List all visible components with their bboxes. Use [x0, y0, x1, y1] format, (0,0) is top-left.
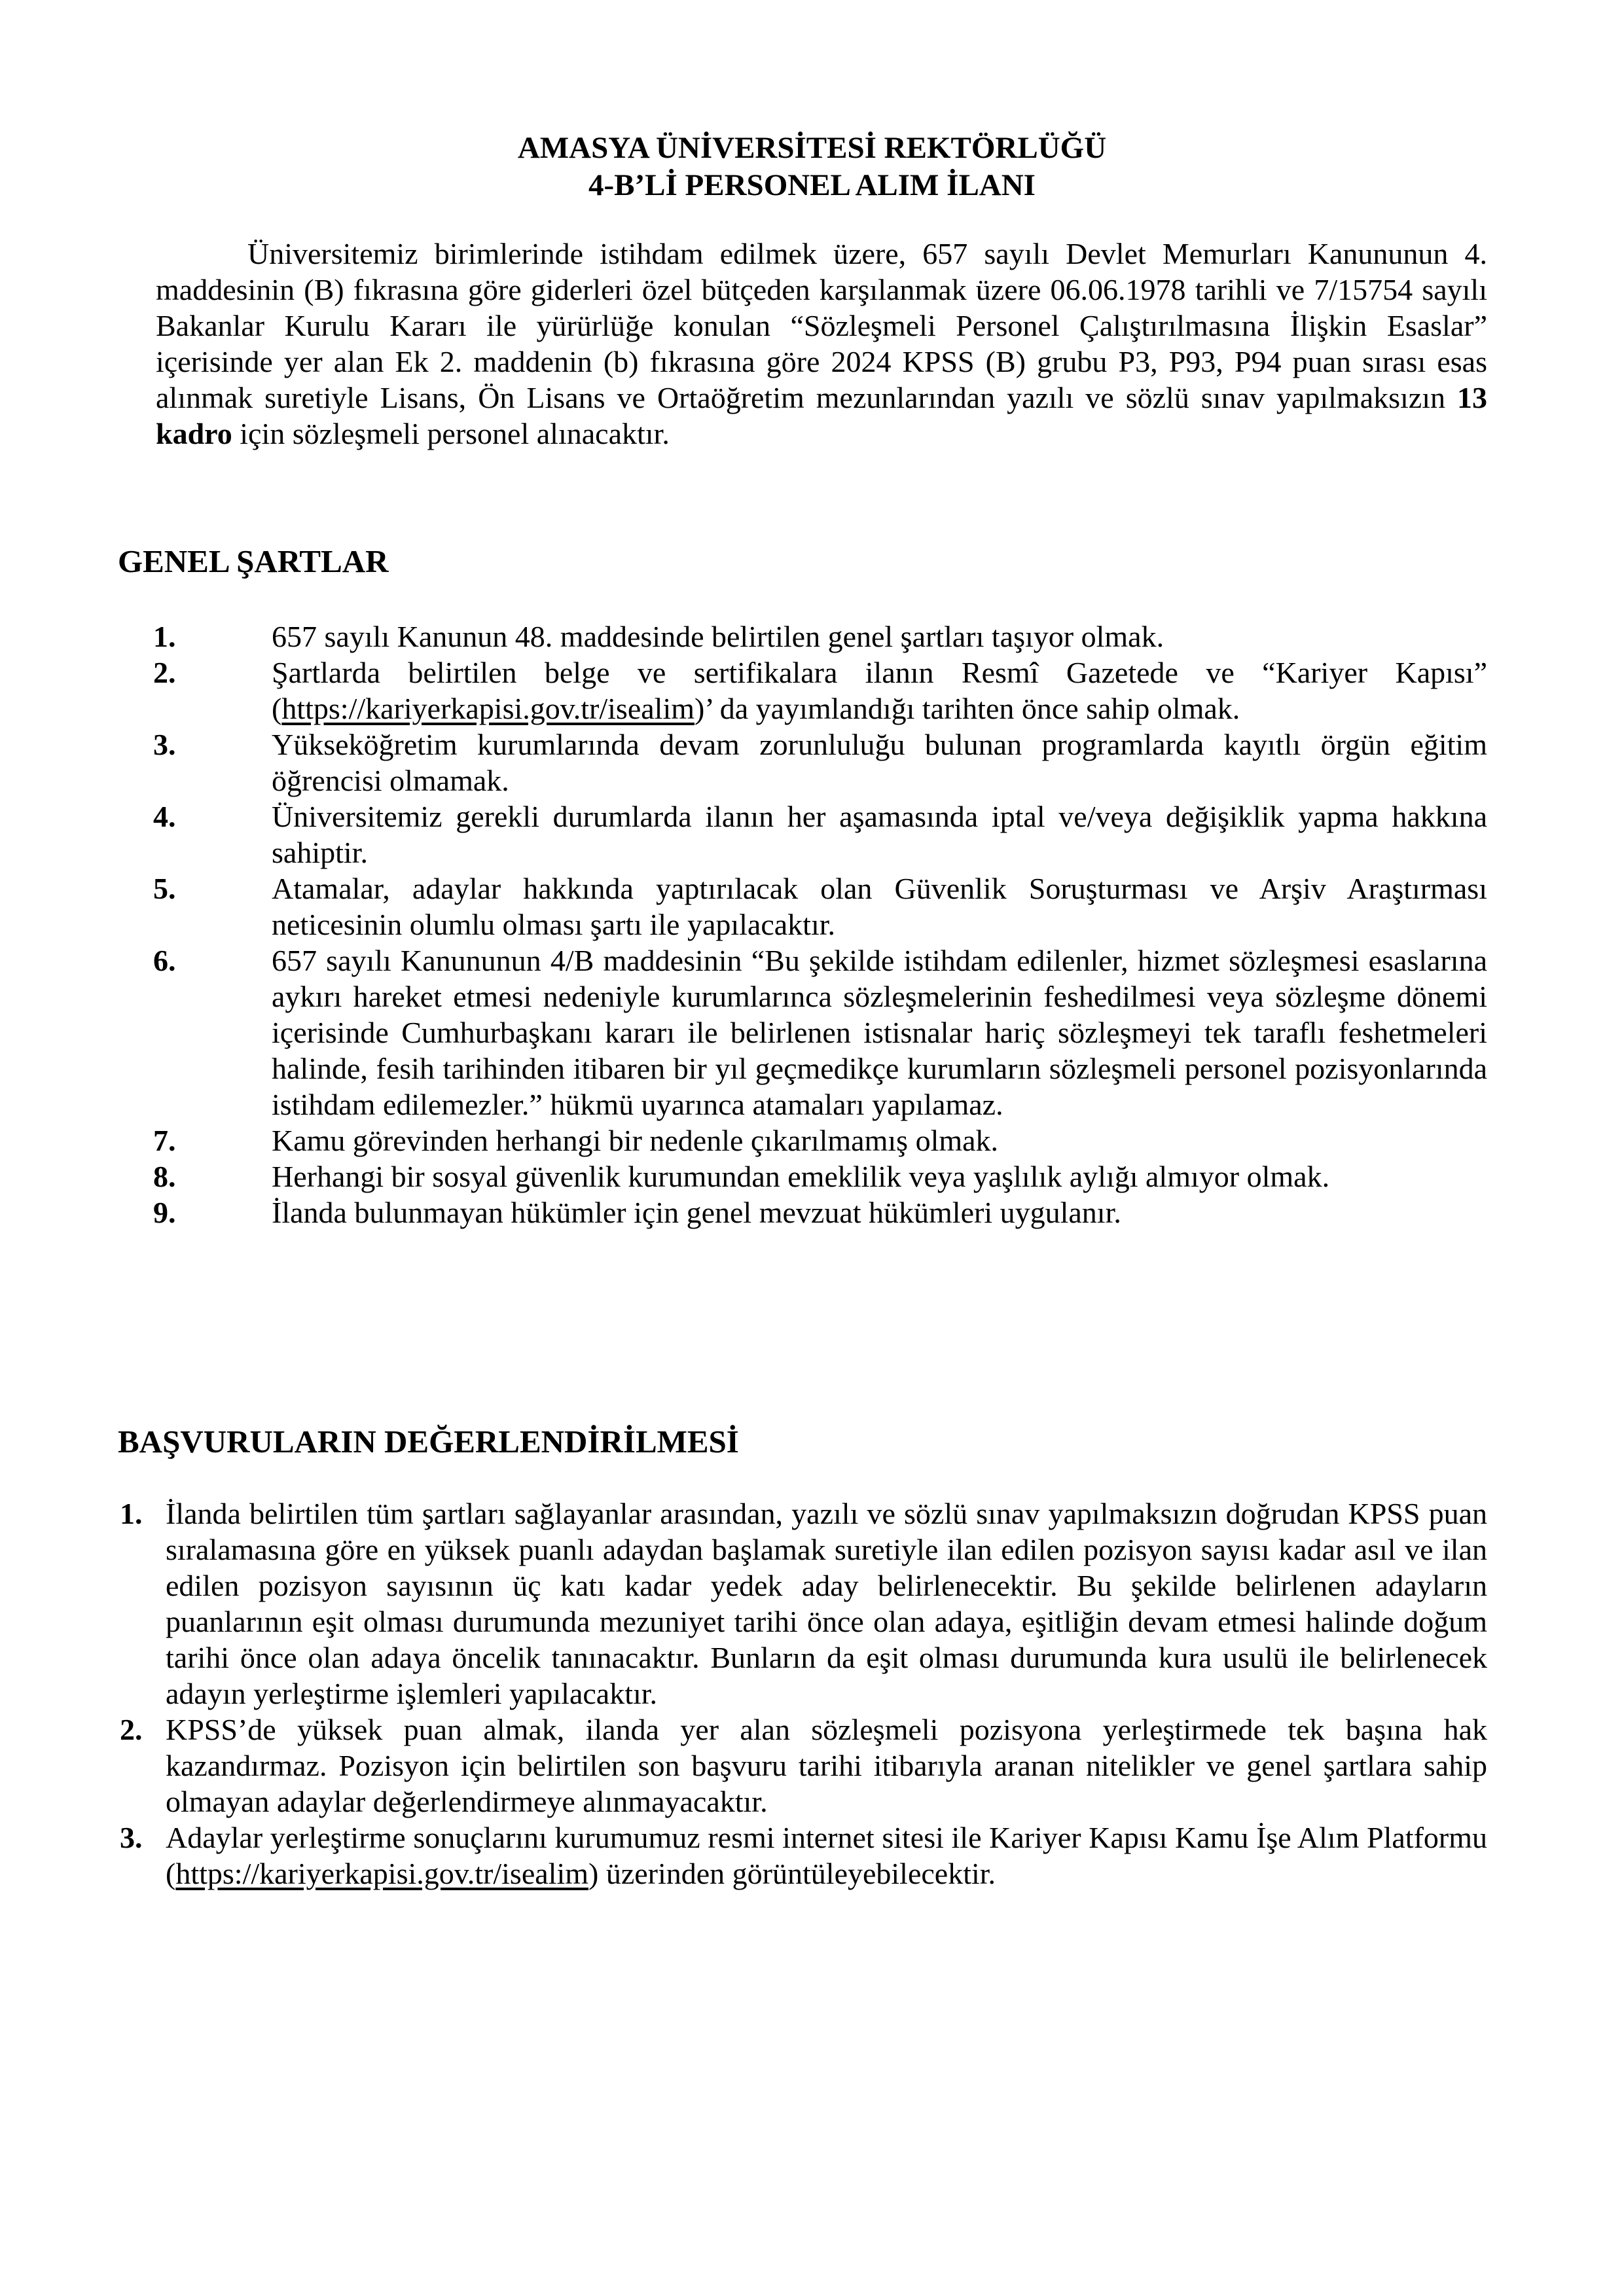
text-run: 657 sayılı Kanunun 48. maddesinde belirtilen genel şartları taşıyor olmak. — [272, 620, 1164, 653]
url-link[interactable]: https://kariyerkapisi.gov.tr/isealim — [175, 1857, 589, 1890]
list-item — [153, 1194, 1487, 1230]
item-text — [272, 655, 1487, 726]
list-item — [120, 1496, 1487, 1712]
item-number: 3. — [120, 1821, 143, 1854]
item-number: 6. — [153, 944, 176, 977]
url-link[interactable]: https://kariyerkapisi.gov.tr/isealim — [281, 692, 695, 725]
text-run: Kamu görevinden herhangi bir nedenle çıkarılmamış olmak. — [272, 1124, 999, 1157]
requirements-list — [153, 619, 1487, 1230]
item-number: 3. — [153, 728, 176, 761]
item-text — [166, 1496, 1487, 1712]
list-item — [153, 1158, 1487, 1194]
text-run: Atamalar, adaylar hakkında yaptırılacak olan Güvenlik Soruşturması ve Arşiv Araştırması neticesinin olumlu olması şartı ile yapılacaktır. — [272, 872, 1487, 941]
bold-text-run: 13 kadro — [156, 381, 1487, 450]
text-run: İlanda belirtilen tüm şartları sağlayanlar arasından, yazılı ve sözlü sınav yapılmaksızın doğrudan KPSS puan sıralamasına göre en yüksek puanlı adaydan başlamak suretiyle ilan edilen pozisyon sayısı kadar asıl ve ilan edilen pozisyon sayısının üç katı kadar yedek aday belirlenecektir. Bu şekilde belirlenen adayların puanlarının eşit olması durumunda mezuniyet tarihi önce olan adaya, eşitliğin devam etmesi halinde doğum tarihi önce olan adaya öncelik tanınacaktır. Bunların da eşit olması durumunda kura usulü ile belirlenecek adayın yerleştirme işlemleri yapılacaktır. — [166, 1497, 1487, 1710]
item-text — [272, 1194, 1487, 1230]
item-number: 5. — [153, 872, 176, 905]
doc-title — [0, 130, 1624, 204]
item-text — [272, 619, 1487, 655]
item-text — [272, 870, 1487, 942]
list-item — [120, 1712, 1487, 1820]
item-number: 2. — [153, 656, 176, 689]
text-run: Üniversitemiz gerekli durumlarda ilanın her aşamasında iptal ve/veya değişiklik yapma hakkına sahiptir. — [272, 800, 1487, 869]
text-run: ) üzerinden görüntüleyebilecektir. — [588, 1857, 996, 1890]
item-text — [166, 1820, 1487, 1892]
text-run: Herhangi bir sosyal güvenlik kurumundan emeklilik veya yaşlılık aylığı almıyor olmak. — [272, 1160, 1330, 1193]
list-item — [120, 1820, 1487, 1892]
text-run: İlanda bulunmayan hükümler için genel mevzuat hükümleri uygulanır. — [272, 1196, 1121, 1229]
text-run: )’ da yayımlandığı tarihten önce sahip olmak. — [695, 692, 1240, 725]
item-number: 2. — [120, 1713, 143, 1746]
list-item — [153, 1122, 1487, 1158]
item-number: 8. — [153, 1160, 176, 1193]
intro-paragraph — [156, 236, 1487, 452]
evaluation-list — [120, 1496, 1487, 1892]
item-text — [272, 726, 1487, 798]
text-run: KPSS’de yüksek puan almak, ilanda yer alan sözleşmeli pozisyona yerleştirmede tek başına hak kazandırmaz. Pozisyon için belirtilen son başvuru tarihi itibarıyla aranan nitelikler ve genel şartlara sahip olmayan adaylar değerlendirmeye alınmayacaktır. — [166, 1713, 1487, 1818]
item-number: 1. — [120, 1497, 143, 1530]
item-number: 7. — [153, 1124, 176, 1157]
text-run: 657 sayılı Kanununun 4/B maddesinin “Bu şekilde istihdam edilenler, hizmet sözleşmesi esaslarına aykırı hareket etmesi nedeniyle kurumlarınca sözleşmelerinin feshedilmesi veya sözleşme dönemi içerisinde Cumhurbaşkanı kararı ile belirlenen istisnalar hariç sözleşmeyi tek taraflı feshetmeleri halinde, fesih tarihinden itibaren bir yıl geçmedikçe kurumların sözleşmeli personel pozisyonlarında istihdam edilemezler.” hükmü uyarınca atamaları yapılamaz. — [272, 944, 1487, 1121]
text-run: Adaylar yerleştirme sonuçlarını kurumumuz resmi internet sitesi ile Kariyer Kapısı Kamu İşe Alım Platformu ( — [166, 1821, 1487, 1890]
list-item — [153, 942, 1487, 1122]
title-line-1: AMASYA ÜNİVERSİTESİ REKTÖRLÜĞÜ — [517, 131, 1107, 165]
list-item — [153, 619, 1487, 655]
item-number: 9. — [153, 1196, 176, 1229]
list-item — [153, 870, 1487, 942]
item-text — [272, 942, 1487, 1122]
item-number: 1. — [153, 620, 176, 653]
title-line-2: 4-B’Lİ PERSONEL ALIM İLANI — [588, 168, 1036, 202]
section-heading-genel-sartlar: GENEL ŞARTLAR — [118, 543, 389, 579]
item-number: 4. — [153, 800, 176, 833]
item-text — [272, 798, 1487, 870]
text-run: için sözleşmeli personel alınacaktır. — [232, 417, 670, 450]
list-item — [153, 798, 1487, 870]
list-item — [153, 655, 1487, 726]
text-run: Şartlarda belirtilen belge ve sertifikalara ilanın Resmî Gazetede ve “Kariyer Kapısı” ( — [272, 656, 1487, 725]
item-text — [272, 1122, 1487, 1158]
text-run: Üniversitemiz birimlerinde istihdam edilmek üzere, 657 sayılı Devlet Memurları Kanununun 4. maddesinin (B) fıkrasına göre giderleri özel bütçeden karşılanmak üzere 06.06.1978 tarihli ve 7/15754 sayılı Bakanlar Kurulu Kararı ile yürürlüğe konulan “Sözleşmeli Personel Çalıştırılmasına İlişkin Esaslar” içerisinde yer alan Ek 2. maddenin (b) fıkrasına göre 2024 KPSS (B) grubu P3, P93, P94 puan sırası esas alınmak suretiyle Lisans, Ön Lisans ve Ortaöğretim mezunlarından yazılı ve sözlü sınav yapılmaksızın — [156, 237, 1487, 414]
item-text — [272, 1158, 1487, 1194]
item-text — [166, 1712, 1487, 1820]
section-heading-basvurularin-degerlendirilmesi: BAŞVURULARIN DEĞERLENDİRİLMESİ — [118, 1424, 739, 1460]
list-item — [153, 726, 1487, 798]
text-run: Yükseköğretim kurumlarında devam zorunluluğu bulunan programlarda kayıtlı örgün eğitim öğrencisi olmamak. — [272, 728, 1487, 797]
